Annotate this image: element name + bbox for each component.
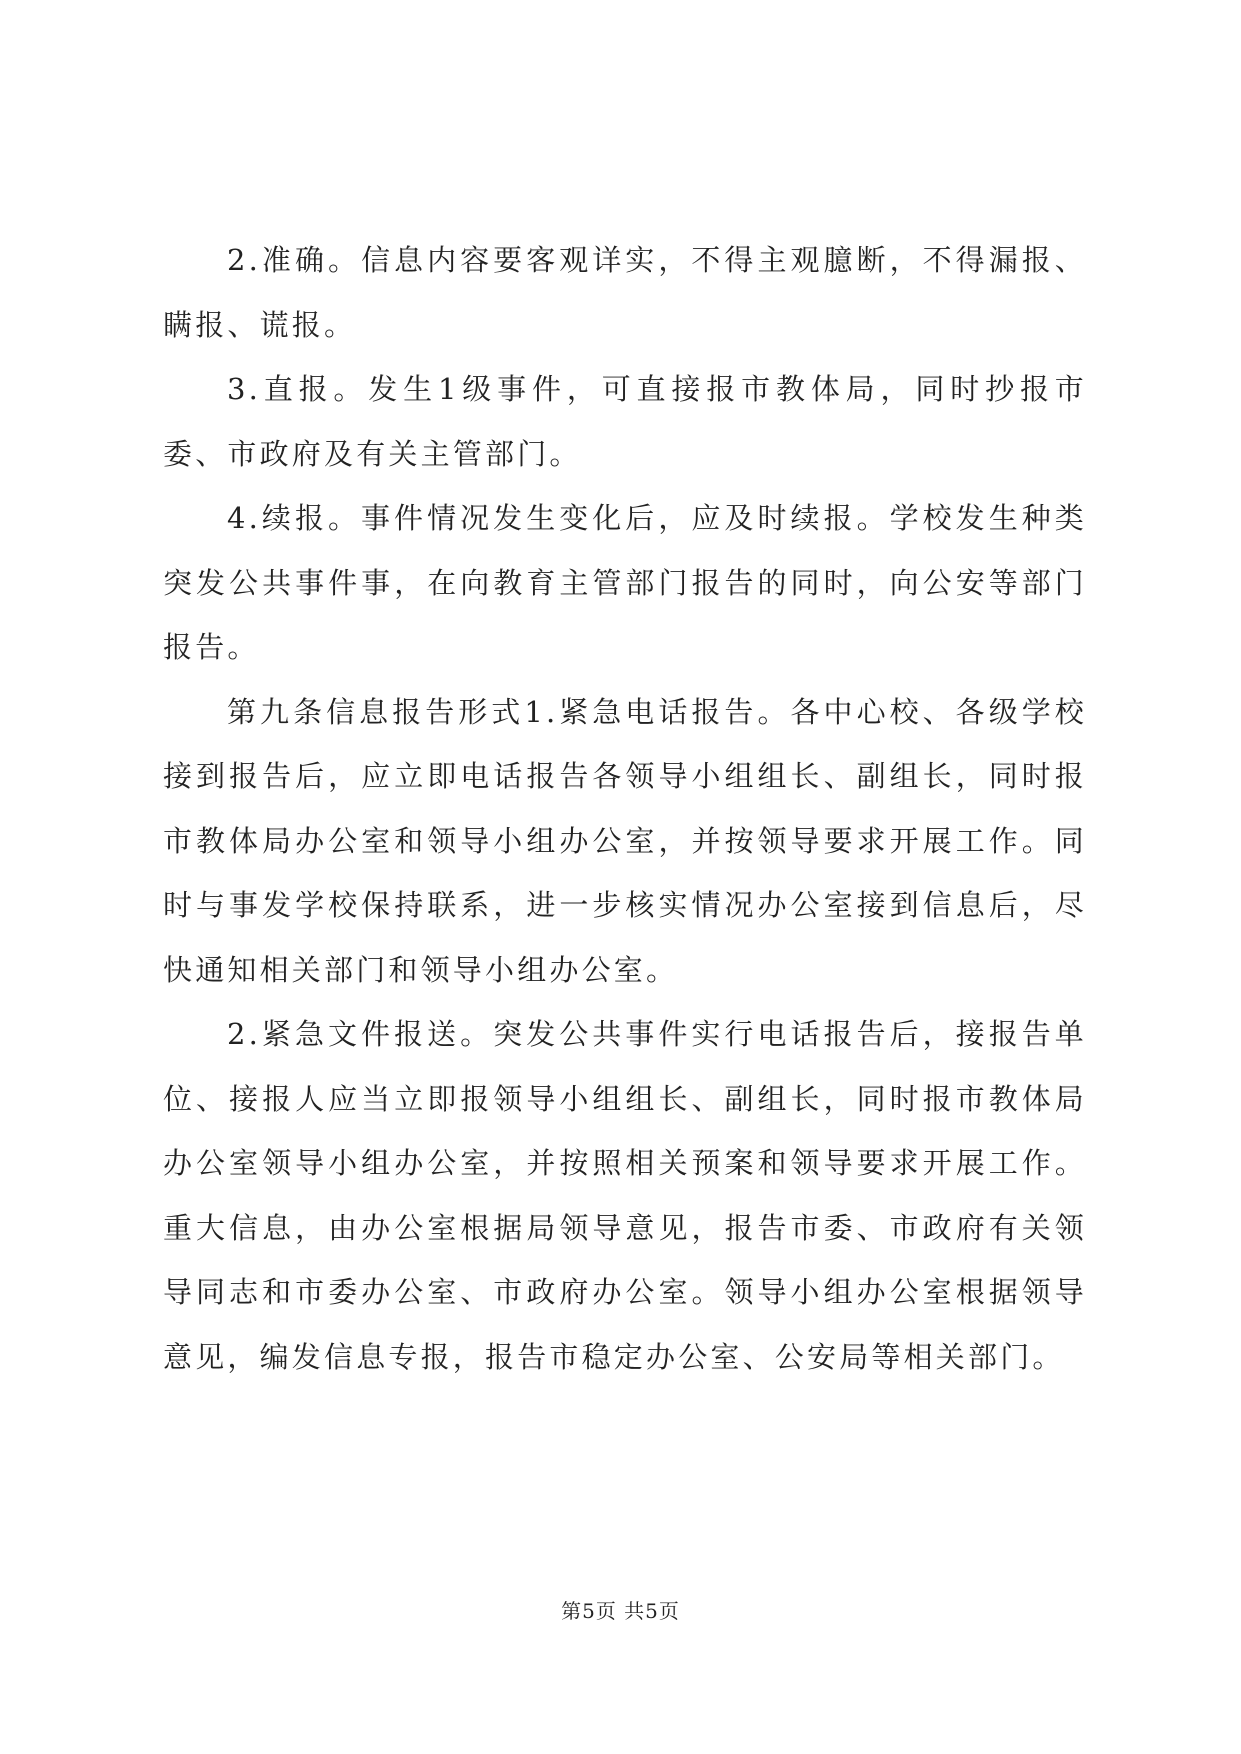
paragraph-follow-up-report: 4.续报。事件情况发生变化后，应及时续报。学校发生种类突发公共事件事，在向教育主管部门报告的同时，向公安等部门报告。	[163, 501, 1087, 664]
paragraph-article-nine: 第九条信息报告形式1.紧急电话报告。各中心校、各级学校接到报告后，应立即电话报告各领导小组组长、副组长，同时报市教体局办公室和领导小组办公室，并按领导要求开展工作。同时与事发学校保持联系，进一步核实情况办公室接到信息后，尽快通知相关部门和领导小组办公室。	[163, 694, 1087, 987]
paragraph-direct-report: 3.直报。发生1级事件，可直接报市教体局，同时抄报市委、市政府及有关主管部门。	[163, 372, 1087, 471]
paragraph-urgent-document: 2.紧急文件报送。突发公共事件实行电话报告后，接报告单位、接报人应当立即报领导小组组长、副组长，同时报市教体局办公室领导小组办公室，并按照相关预案和领导要求开展工作。重大信息，由办公室根据局领导意见，报告市委、市政府有关领导同志和市委办公室、市政府办公室。领导小组办公室根据领导意见，编发信息专报，报告市稳定办公室、公安局等相关部门。	[163, 1017, 1087, 1374]
paragraph-accuracy: 2.准确。信息内容要客观详实，不得主观臆断，不得漏报、瞒报、谎报。	[163, 243, 1087, 342]
document-body	[163, 228, 1087, 1389]
page-number-footer: 第5页 共5页	[561, 1599, 680, 1623]
